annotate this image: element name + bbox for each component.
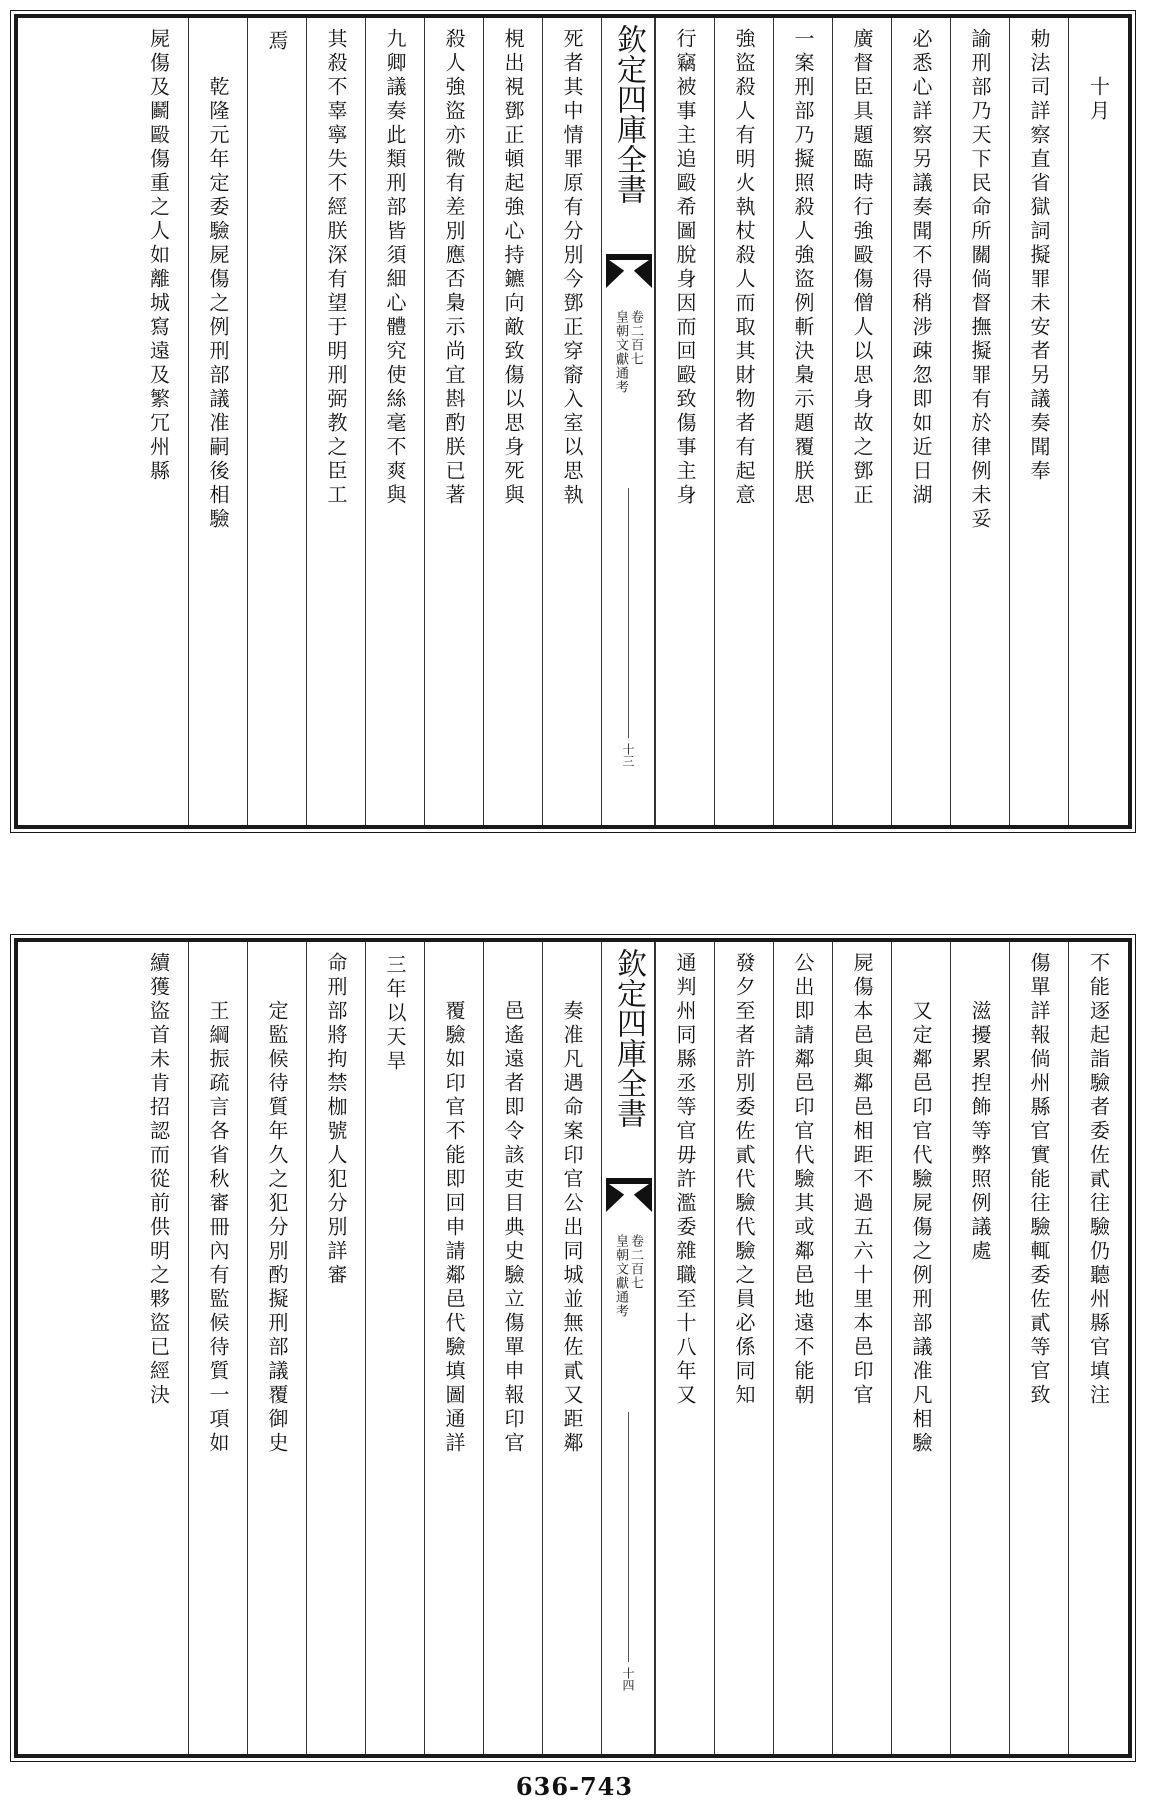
bottom-page <box>14 938 1132 1758</box>
column-text: 必悉心詳察另議奏聞不得稍涉疎忽即如近日湖 <box>909 28 933 508</box>
text-column <box>891 942 950 1754</box>
text-column <box>188 942 247 1754</box>
column-text: 邑遙遠者即令該吏目典史驗立傷單申報印官 <box>501 1000 525 1456</box>
column-text: 三年以天旱 <box>383 954 407 1074</box>
text-column <box>247 18 306 825</box>
book-title: 欽定四庫全書 <box>611 948 646 1128</box>
text-column <box>891 18 950 825</box>
text-column <box>1009 18 1068 825</box>
text-column <box>714 942 773 1754</box>
text-column <box>306 942 365 1754</box>
column-text: 滋擾累揑飾等弊照例議處 <box>968 1000 992 1264</box>
column-text: 一案刑部乃擬照殺人強盜例斬決梟示題覆朕思 <box>791 28 815 508</box>
text-column <box>1009 942 1068 1754</box>
text-column <box>832 942 891 1754</box>
text-column <box>655 18 714 825</box>
bottom-page-columns <box>18 942 1128 1754</box>
fishtail-icon <box>606 254 652 288</box>
text-column <box>365 18 424 825</box>
center-rule <box>628 488 629 738</box>
leaf-number: 十四 <box>621 1667 635 1691</box>
text-column <box>773 18 832 825</box>
column-text: 傷單詳報倘州縣官實能往驗輒委佐貳等官致 <box>1027 952 1051 1408</box>
column-text: 乾隆元年定委驗屍傷之例刑部議准嗣後相驗 <box>206 76 230 532</box>
column-text: 通判州同縣丞等官毋許濫委雜職至十八年又 <box>673 952 697 1408</box>
column-text: 十月 <box>1086 76 1111 124</box>
column-text: 公出即請鄰邑印官代驗其或鄰邑地遠不能朝 <box>791 952 815 1408</box>
book-title: 欽定四庫全書 <box>611 24 646 204</box>
column-text: 勅法司詳察直省獄詞擬罪未安者另議奏聞奉 <box>1027 28 1051 484</box>
column-text: 又定鄰邑印官代驗屍傷之例刑部議准凡相驗 <box>909 1000 933 1456</box>
column-text: 行竊被事主追毆希圖脫身因而回毆致傷事主身 <box>673 28 697 508</box>
text-column <box>483 942 542 1754</box>
text-column <box>306 18 365 825</box>
text-column <box>424 942 483 1754</box>
center-fold-column <box>601 942 655 1754</box>
column-text: 廣督臣具題臨時行強毆傷僧人以思身故之鄧正 <box>850 28 874 508</box>
column-text: 奏准凡遇命案印官公出同城並無佐貳又距鄰 <box>560 1000 584 1456</box>
column-text: 不能逐起詣驗者委佐貳往驗仍聽州縣官填注 <box>1086 952 1111 1408</box>
text-column <box>542 18 601 825</box>
text-column <box>1068 18 1128 825</box>
column-text: 殺人強盜亦微有差別應否梟示尚宜斟酌朕已著 <box>442 28 466 508</box>
column-text: 發夕至者許別委佐貳代驗代驗之員必係同知 <box>732 952 756 1408</box>
volume-number: 卷二百七 <box>628 310 643 366</box>
text-column <box>655 942 714 1754</box>
book-subtitle: 皇朝文獻通考 <box>613 310 628 394</box>
column-text: 死者其中情罪原有分別今鄧正穿窬入室以思執 <box>560 28 584 508</box>
column-text: 王綱振疏言各省秋審冊內有監候待質一項如 <box>206 1000 230 1456</box>
text-column <box>1068 942 1128 1754</box>
column-text: 續獲盜首未肯招認而從前供明之夥盜已經決 <box>146 952 171 1408</box>
center-rule <box>628 1412 629 1662</box>
text-column <box>365 942 424 1754</box>
book-subtitle: 皇朝文獻通考 <box>613 1234 628 1318</box>
column-text: 其殺不辜寧失不經朕深有望于明刑弼教之臣工 <box>324 28 348 508</box>
column-text: 諭刑部乃天下民命所關倘督撫擬罪有於律例未妥 <box>968 28 992 532</box>
text-column <box>424 18 483 825</box>
text-column <box>542 942 601 1754</box>
text-column <box>483 18 542 825</box>
center-fold-column <box>601 18 655 825</box>
page-code: 636-743 <box>515 1772 634 1801</box>
column-text: 強盜殺人有明火執杖殺人而取其財物者有起意 <box>732 28 756 508</box>
text-column <box>188 18 247 825</box>
column-text: 梘出視鄧正頓起強心持鑣向敵致傷以思身死與 <box>501 28 525 508</box>
column-text: 屍傷及鬬毆傷重之人如離城寫遠及繁冗州縣 <box>146 28 171 484</box>
top-page-columns <box>18 18 1128 825</box>
text-column <box>773 942 832 1754</box>
column-text: 定監候待質年久之犯分別酌擬刑部議覆御史 <box>265 1000 289 1456</box>
text-column <box>714 18 773 825</box>
volume-number: 卷二百七 <box>628 1234 643 1290</box>
text-column <box>832 18 891 825</box>
leaf-number: 十三 <box>621 743 635 767</box>
text-column <box>129 942 188 1754</box>
text-column <box>950 942 1009 1754</box>
column-text: 焉 <box>265 30 289 54</box>
column-text: 九卿議奏此類刑部皆須細心體究使絲毫不爽與 <box>383 28 407 508</box>
text-column <box>247 942 306 1754</box>
text-column <box>950 18 1009 825</box>
column-text: 命刑部將拘禁枷號人犯分別詳審 <box>324 952 348 1288</box>
fishtail-icon <box>606 1178 652 1212</box>
column-text: 屍傷本邑與鄰邑相距不過五六十里本邑印官 <box>850 952 874 1408</box>
text-column <box>129 18 188 825</box>
column-text: 覆驗如印官不能即回申請鄰邑代驗填圖通詳 <box>442 1000 466 1456</box>
top-page <box>14 14 1132 829</box>
